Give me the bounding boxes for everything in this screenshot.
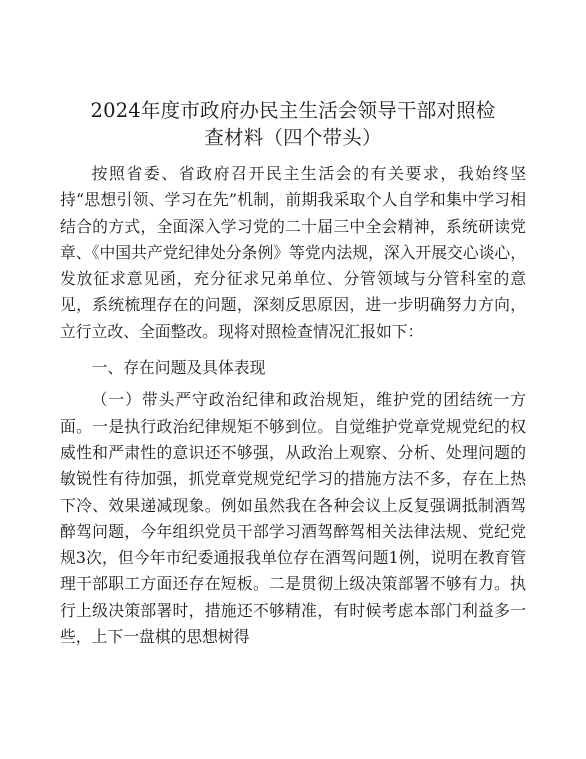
document-body xyxy=(60,161,526,650)
document-title-line-2: 查材料（四个带头） xyxy=(204,126,382,149)
document-title xyxy=(60,97,526,151)
document-title-line-1: 2024年度市政府办民主生活会领导干部对照检 xyxy=(90,99,496,122)
section-heading-problems: 一、存在问题及具体表现 xyxy=(91,358,266,378)
intro-paragraph: 按照省委、省政府召开民主生活会的有关要求，我始终坚持“思想引领、学习在先”机制，前期我采取个人自学和集中学习相结合的方式，全面深入学习党的二十届三中全会精神，系统研读党章、《中国共产党纪律处分条例》等党内法规，深入开展交心谈心，发放征求意见函，充分征求兄弟单位、分管领域与分管科室的意见，系统梳理存在的问题，深刻反思原因，进一步明确努力方向，立行立改、全面整改。现将对照检查情况汇报如下： xyxy=(60,164,527,341)
section-paragraph-political-discipline: （一）带头严守政治纪律和政治规矩，维护党的团结统一方面。一是执行政治纪律规矩不够到位。自觉维护党章党规党纪的权威性和严肃性的意识还不够强，从政治上观察、分析、处理问题的敏锐性有待加强，抓党章党规党纪学习的措施方法不多，存在上热下冷、效果递减现象。例如虽然我在各种会议上反复强调抵制酒驾醉驾问题，今年组织党员干部学习酒驾醉驾相关法律法规、党纪党规3次，但今年市纪委通报我单位存在酒驾问题1例，说明在教育管理干部职工方面还存在短板。二是贯彻上级决策部署不够有力。执行上级决策部署时，措施还不够精准，有时候考虑本部门利益多一些，上下一盘棋的思想树得 xyxy=(60,390,526,647)
